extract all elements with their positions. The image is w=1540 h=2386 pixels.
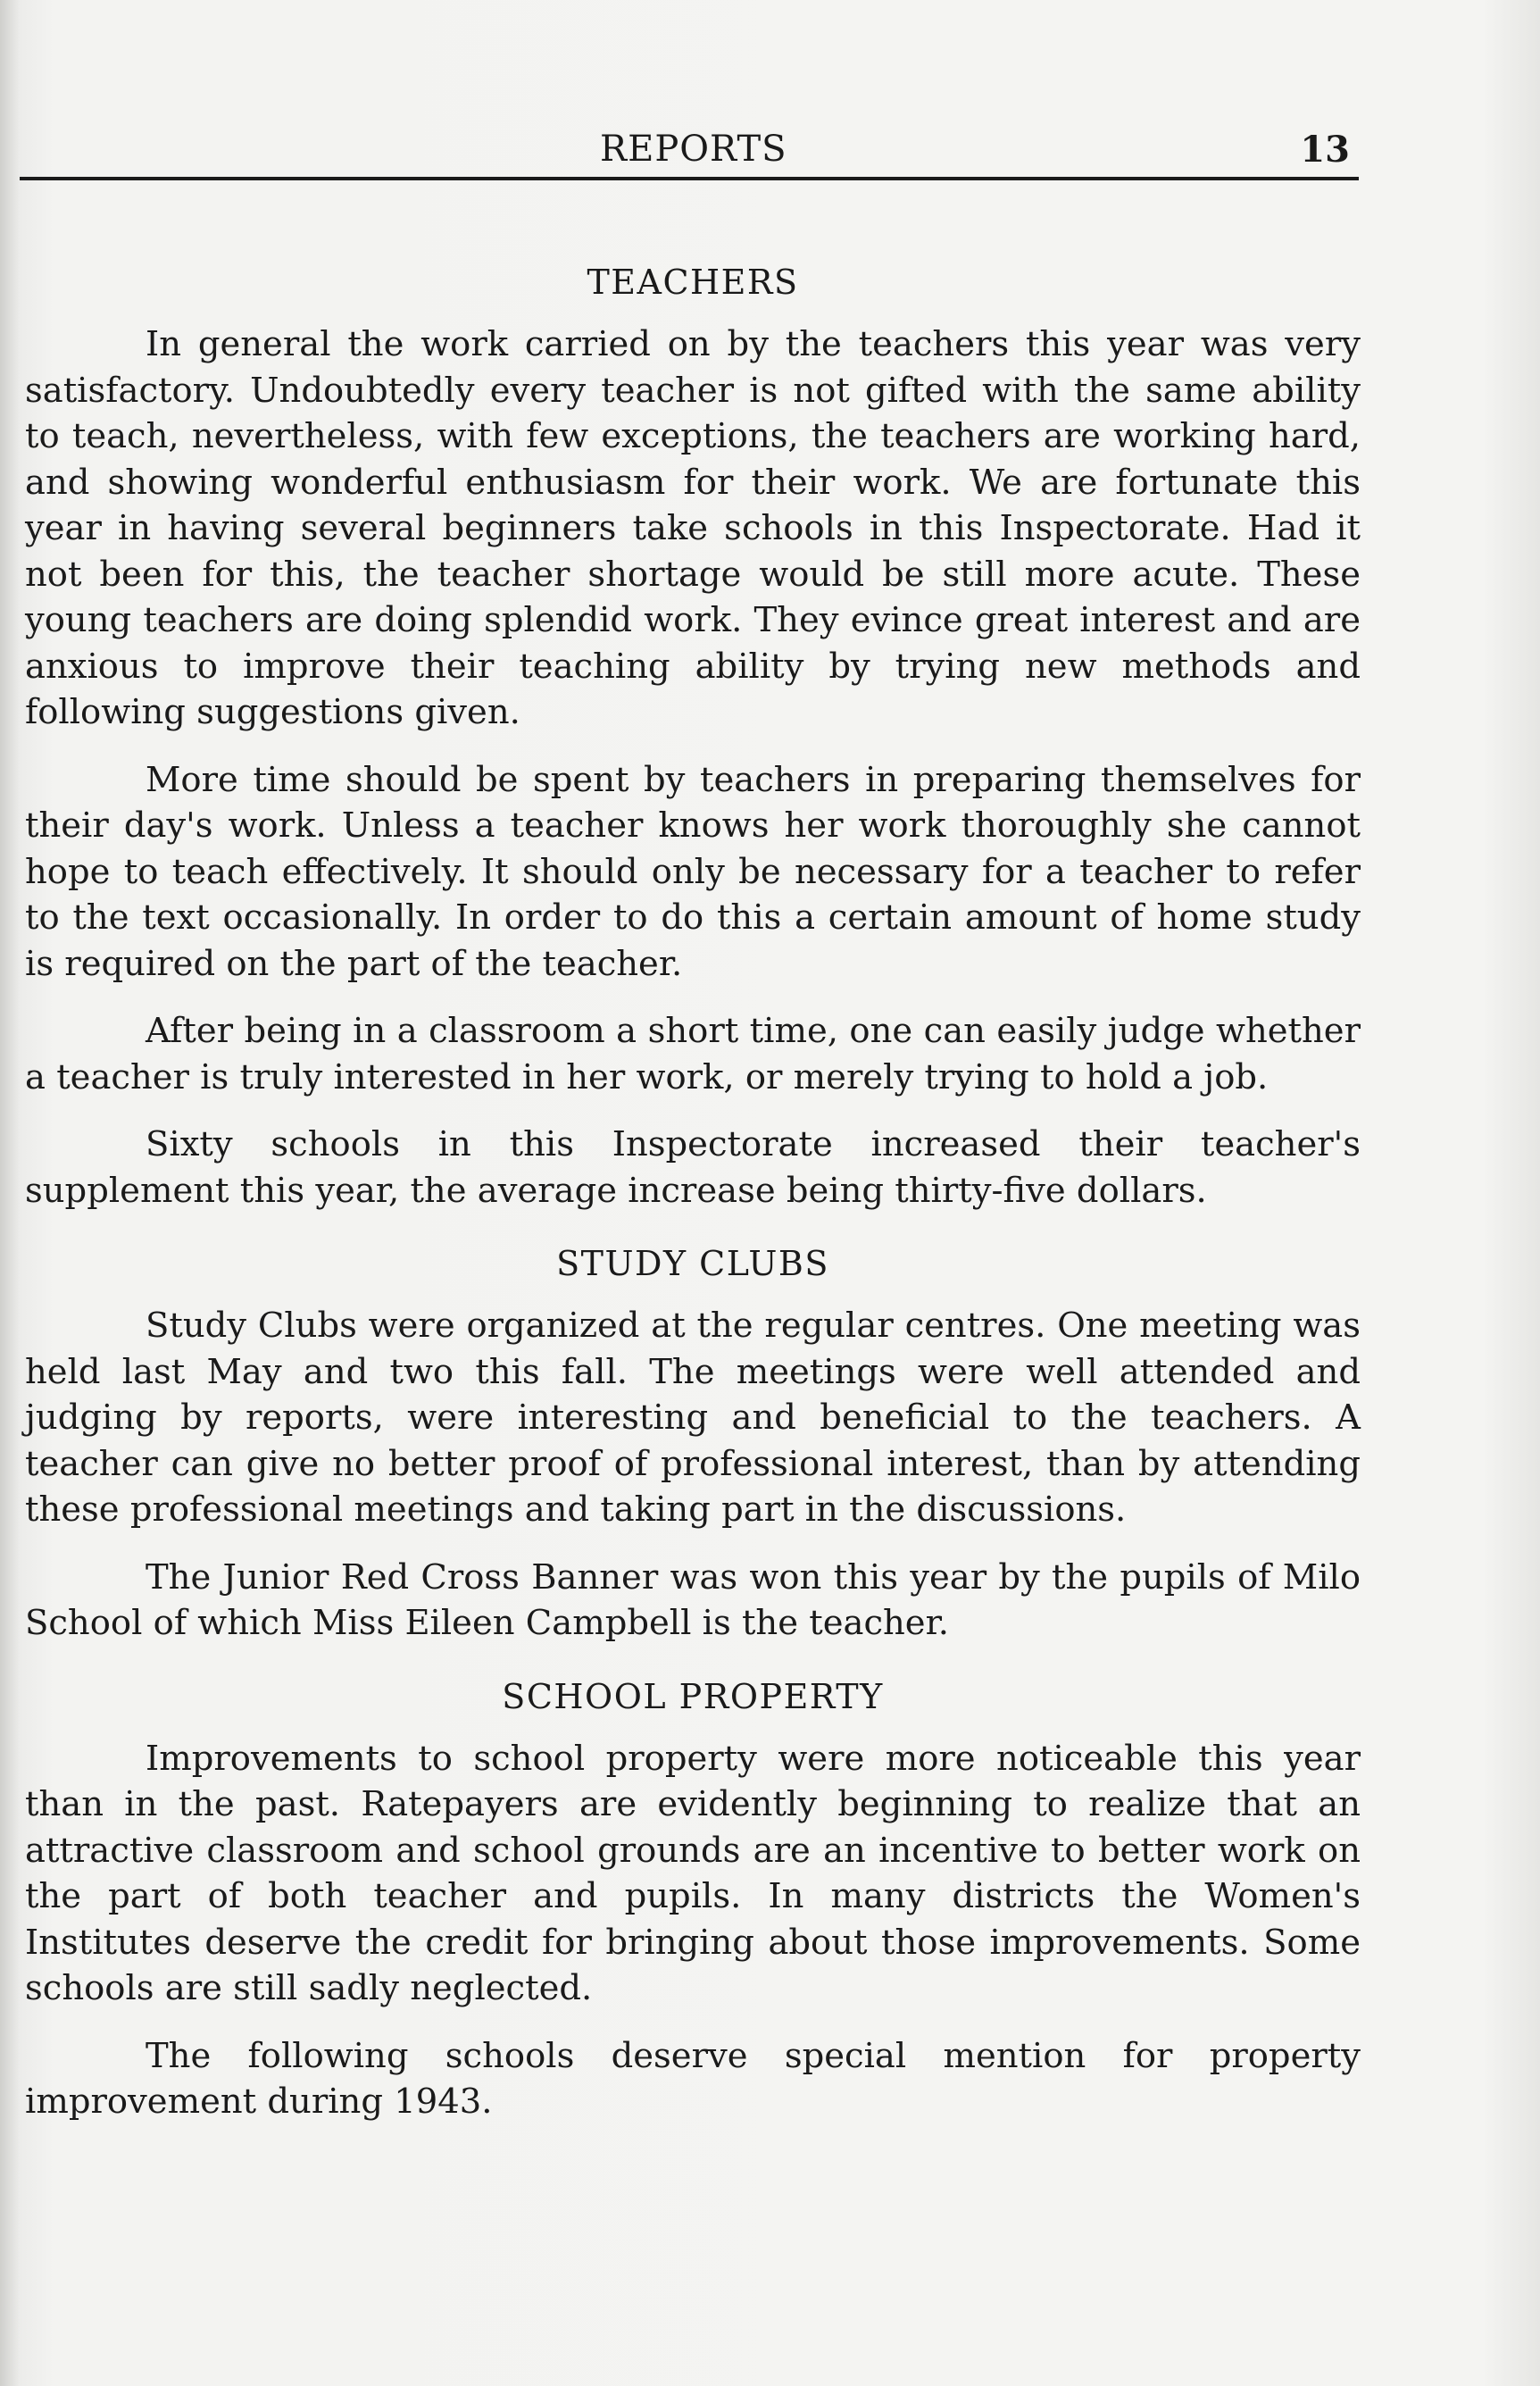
paragraph: The following schools deserve special mention for property improvement during 1943.	[25, 2035, 1361, 2122]
section-heading-study-clubs: STUDY CLUBS	[556, 1244, 829, 1283]
paragraph: Sixty schools in this Inspectorate increased their teacher's supplement this year, the average increase being thirty-five dollars.	[25, 1124, 1361, 1211]
paragraph: After being in a classroom a short time, one can easily judge whether a teacher is truly interested in her work, or merely trying to hold a job.	[25, 1011, 1361, 1097]
section-heading-school-property: SCHOOL PROPERTY	[502, 1676, 884, 1716]
header-title: REPORTS	[600, 129, 787, 170]
paragraph: Study Clubs were organized at the regular centres. One meeting was held last May and two this fall. The meetings were well attended and judging by reports, were interesting and beneficial to the teachers. A teacher can give no better proof of professional interest, than by attending these professional meetings and taking part in the discussions.	[25, 1306, 1361, 1530]
running-header	[20, 125, 1359, 180]
paragraph: The Junior Red Cross Banner was won this year by the pupils of Milo School of which Miss Eileen Campbell is the teacher.	[25, 1556, 1361, 1643]
body-text	[25, 259, 1361, 2147]
section-heading-teachers: TEACHERS	[587, 263, 799, 302]
paragraph: In general the work carried on by the teachers this year was very satisfactory. Undoubtedly every teacher is not gifted with the same ability to teach, nevertheless, with few exceptions, the teachers are working hard, and showing wonderful enthusiasm for their work. We are fortunate this year in having several beginners take schools in this Inspectorate. Had it not been for this, the teacher shortage would be still more acute. These young teachers are doing splendid work. They evince great interest and are anxious to improve their teaching ability by trying new methods and following suggestions given.	[25, 324, 1361, 732]
paragraph: More time should be spent by teachers in preparing themselves for their day's work. Unless a teacher knows her work thoroughly she cannot hope to teach effectively. It should only be necessary for a teacher to refer to the text occasionally. In order to do this a certain amount of home study is required on the part of the teacher.	[25, 759, 1361, 984]
paragraph: Improvements to school property were more noticeable this year than in the past. Ratepayers are evidently beginning to realize that an attractive classroom and school grounds are an incentive to better work on the part of both teacher and pupils. In many districts the Women's Institutes deserve the credit for bringing about those improvements. Some schools are still sadly neglected.	[25, 1738, 1361, 2008]
page-number: 13	[1300, 129, 1350, 171]
